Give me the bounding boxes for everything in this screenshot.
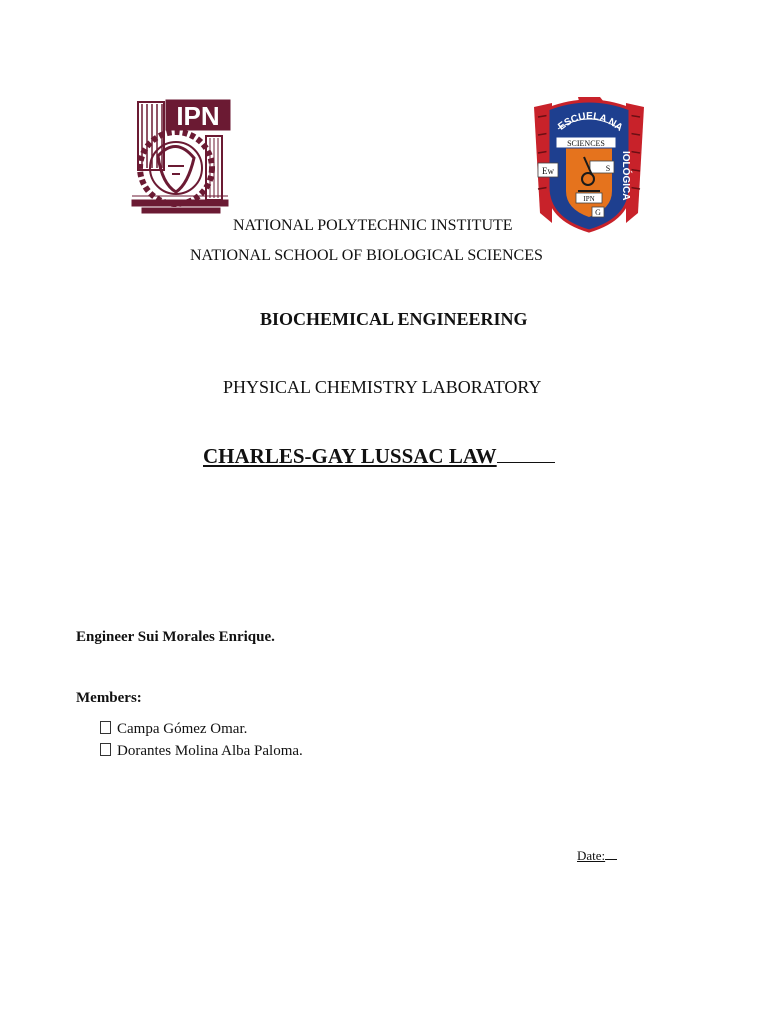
encb-left-label: Ew xyxy=(542,166,554,176)
encb-sciences-label: SCIENCES xyxy=(567,139,605,148)
encb-shield-icon xyxy=(530,95,648,235)
members-heading: Members: xyxy=(76,690,142,706)
encb-arc-text: ESCUELA NA xyxy=(556,110,625,134)
member-name: Campa Gómez Omar. xyxy=(117,721,248,737)
ipn-logo xyxy=(128,96,236,220)
document-title xyxy=(203,444,555,469)
title-blank-line xyxy=(497,461,555,463)
encb-side-text: IOLÓGICA xyxy=(620,151,631,201)
date-label: Date: xyxy=(577,848,606,863)
bullet-box-icon xyxy=(100,721,111,734)
ipn-logo-icon xyxy=(128,96,236,220)
teacher-name: Engineer Sui Morales Enrique. xyxy=(76,629,275,645)
document-title-text: CHARLES-GAY LUSSAC LAW xyxy=(203,444,497,468)
date-blank-line xyxy=(605,858,617,860)
member-item xyxy=(100,721,247,738)
encb-logo xyxy=(530,95,648,235)
encb-right-label: S xyxy=(605,164,611,173)
bullet-box-icon xyxy=(100,743,111,756)
member-item xyxy=(100,743,303,760)
encb-bottom-label: G xyxy=(595,208,601,217)
date-field xyxy=(577,848,617,864)
lab-heading: PHYSICAL CHEMISTRY LABORATORY xyxy=(223,377,542,397)
school-name: NATIONAL SCHOOL OF BIOLOGICAL SCIENCES xyxy=(190,247,543,264)
member-name: Dorantes Molina Alba Paloma. xyxy=(117,743,303,759)
encb-ipn-label: IPN xyxy=(583,195,595,203)
career-heading: BIOCHEMICAL ENGINEERING xyxy=(260,309,528,329)
ipn-logo-text: IPN xyxy=(176,101,220,131)
institute-name: NATIONAL POLYTECHNIC INSTITUTE xyxy=(233,217,513,234)
